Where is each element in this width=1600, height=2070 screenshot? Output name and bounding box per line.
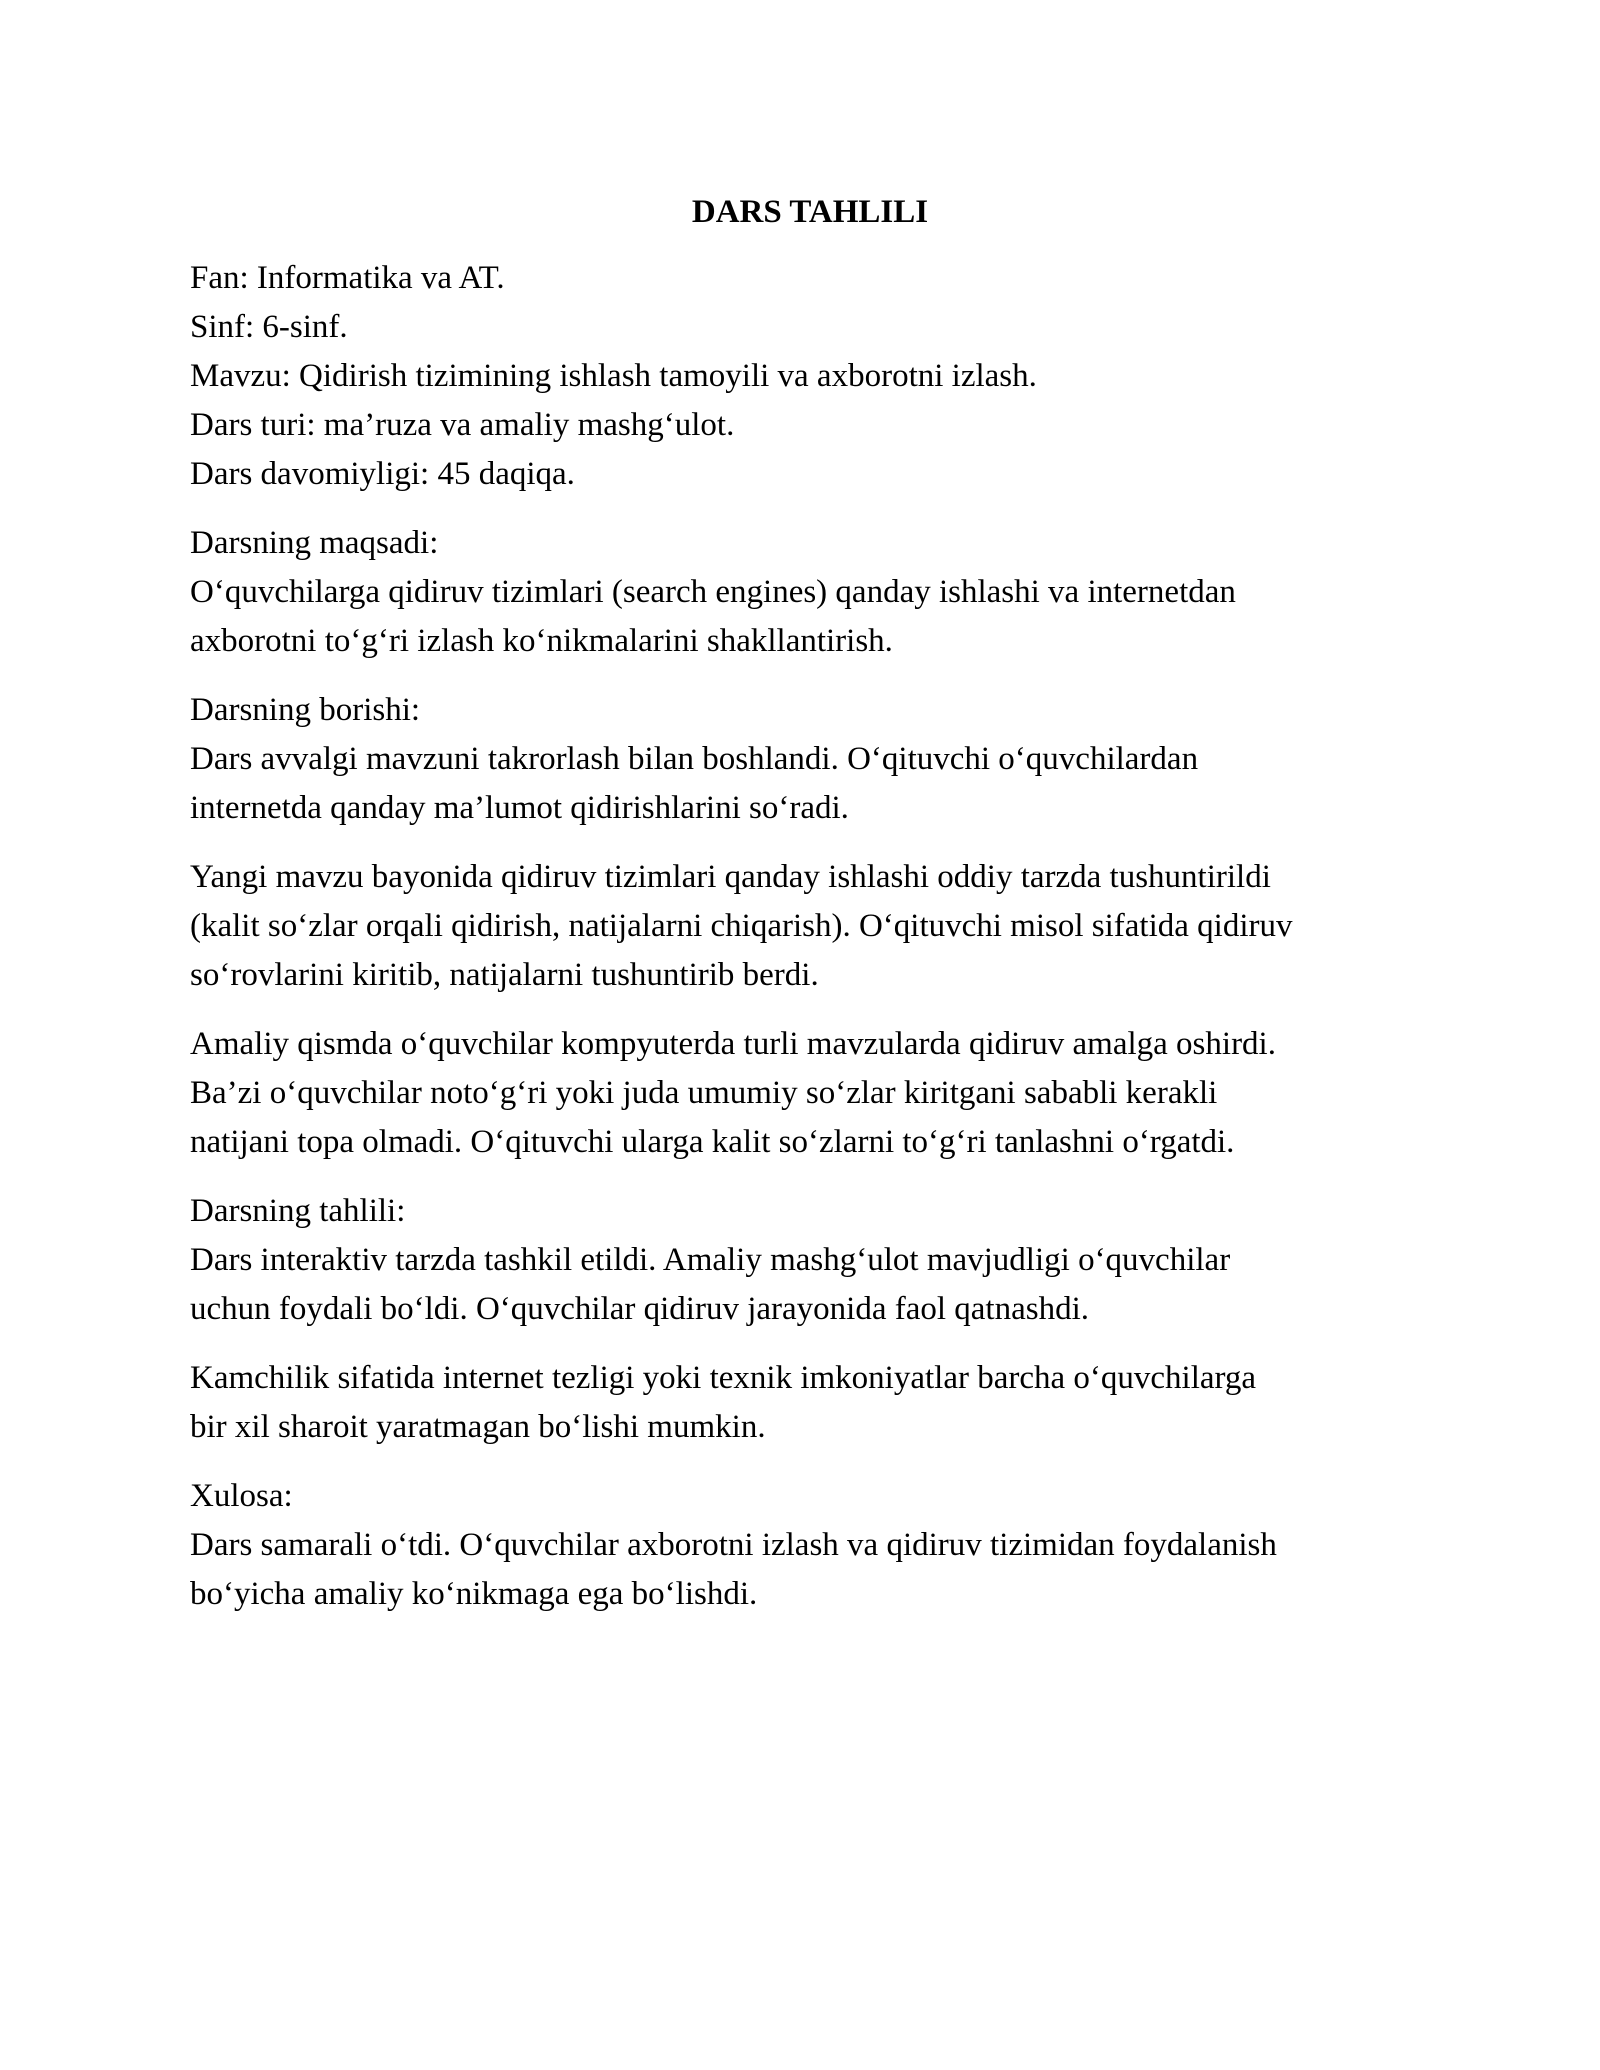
process-section — [190, 686, 1430, 833]
analysis-text-line: uchun foydali bo‘ldi. O‘quvchilar qidiruv jarayonida faol qatnashdi. — [190, 1291, 1090, 1327]
shortcoming-text-line: bir xil sharoit yaratmagan bo‘lishi mumkin. — [190, 1409, 766, 1445]
analysis-section — [190, 1187, 1430, 1334]
document-content — [190, 190, 1430, 1639]
practice-text-line: natijani topa olmadi. O‘qituvchi ularga kalit so‘zlarni to‘g‘ri tanlashni o‘rgatdi. — [190, 1124, 1235, 1160]
document-title: DARS TAHLILI — [691, 194, 929, 230]
goal-text-line: O‘quvchilarga qidiruv tizimlari (search engines) qanday ishlashi va internetdan — [190, 574, 1236, 610]
goal-section — [190, 519, 1430, 666]
info-subject: Fan: Informatika va AT. — [190, 260, 505, 296]
lesson-info — [190, 254, 1430, 499]
conclusion-text-line: bo‘yicha amaliy ko‘nikmaga ega bo‘lishdi. — [190, 1576, 758, 1612]
process-text-line: internetda qanday ma’lumot qidirishlarini so‘radi. — [190, 790, 849, 826]
new-topic-text-line: Yangi mavzu bayonida qidiruv tizimlari qanday ishlashi oddiy tarzda tushuntirildi — [190, 859, 1271, 895]
info-duration: Dars davomiyligi: 45 daqiqa. — [190, 456, 575, 492]
shortcoming-text-line: Kamchilik sifatida internet tezligi yoki texnik imkoniyatlar barcha o‘quvchilarga — [190, 1360, 1257, 1396]
new-topic-paragraph — [190, 853, 1430, 1000]
analysis-heading: Darsning tahlili: — [190, 1193, 406, 1229]
practice-text-line: Amaliy qismda o‘quvchilar kompyuterda turli mavzularda qidiruv amalga oshirdi. — [190, 1026, 1276, 1062]
conclusion-heading: Xulosa: — [190, 1478, 293, 1514]
new-topic-text-line: so‘rovlarini kiritib, natijalarni tushuntirib berdi. — [190, 957, 819, 993]
goal-text-line: axborotni to‘g‘ri izlash ko‘nikmalarini shakllantirish. — [190, 623, 893, 659]
process-text-line: Dars avvalgi mavzuni takrorlash bilan boshlandi. O‘qituvchi o‘quvchilardan — [190, 741, 1199, 777]
process-heading: Darsning borishi: — [190, 692, 421, 728]
goal-heading: Darsning maqsadi: — [190, 525, 439, 561]
shortcoming-paragraph — [190, 1354, 1430, 1452]
new-topic-text-line: (kalit so‘zlar orqali qidirish, natijalarni chiqarish). O‘qituvchi misol sifatida qidiruv — [190, 908, 1293, 944]
conclusion-text-line: Dars samarali o‘tdi. O‘quvchilar axborotni izlash va qidiruv tizimidan foydalanish — [190, 1527, 1277, 1563]
info-grade: Sinf: 6-sinf. — [190, 309, 348, 345]
conclusion-section — [190, 1472, 1430, 1619]
practice-text-line: Ba’zi o‘quvchilar noto‘g‘ri yoki juda umumiy so‘zlar kiritgani sababli kerakli — [190, 1075, 1218, 1111]
practice-paragraph — [190, 1020, 1430, 1167]
analysis-text-line: Dars interaktiv tarzda tashkil etildi. Amaliy mashg‘ulot mavjudligi o‘quvchilar — [190, 1242, 1231, 1278]
info-lesson-type: Dars turi: ma’ruza va amaliy mashg‘ulot. — [190, 407, 735, 443]
info-topic: Mavzu: Qidirish tizimining ishlash tamoyili va axborotni izlash. — [190, 358, 1037, 394]
